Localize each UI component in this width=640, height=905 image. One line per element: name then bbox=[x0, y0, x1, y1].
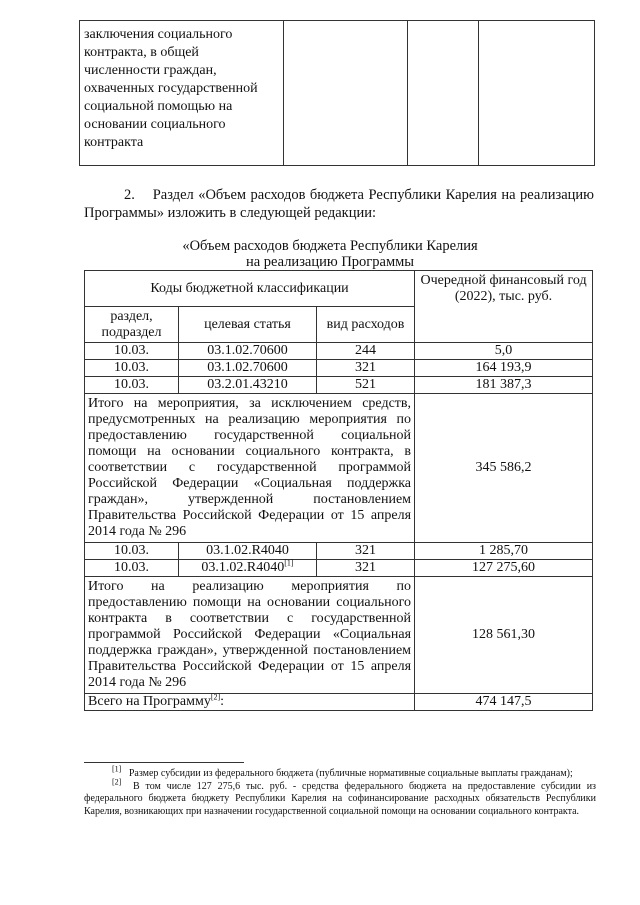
subtotal-b-amount: 128 561,30 bbox=[415, 577, 593, 694]
subtotal-row bbox=[85, 577, 593, 694]
top-table-text-cell bbox=[80, 21, 284, 166]
cell-section: 10.03. bbox=[85, 543, 179, 560]
subtotal-row bbox=[85, 394, 593, 543]
item-text: Раздел «Объем расходов бюджета Республики Карелия на реализацию Программы» изложить в следующей редакции: bbox=[84, 187, 594, 221]
top-table-empty-cell bbox=[479, 21, 595, 166]
cell-section: 10.03. bbox=[85, 360, 179, 377]
total-colon: : bbox=[220, 694, 225, 709]
cell-amount: 164 193,9 bbox=[415, 360, 593, 377]
table-row bbox=[85, 343, 593, 360]
cell-expense: 244 bbox=[317, 343, 415, 360]
table-row bbox=[85, 377, 593, 394]
subtotal-a-amount: 345 586,2 bbox=[415, 394, 593, 543]
header-amount: Очередной финансовый год (2022), тыс. руб. bbox=[415, 271, 593, 343]
header-codes: Коды бюджетной классификации bbox=[85, 271, 415, 307]
budget-table bbox=[84, 270, 593, 711]
footnotes bbox=[84, 764, 597, 818]
table-row bbox=[85, 560, 593, 577]
col-target: целевая статья bbox=[179, 307, 317, 343]
cell-target: 03.1.02.R4040 bbox=[201, 560, 285, 575]
footnote-ref-2[interactable]: [2] bbox=[210, 692, 221, 702]
footnote-mark: [1] bbox=[112, 764, 122, 774]
subtotal-b-text: Итого на реализацию мероприятия по предоставлению помощи на основании социального контракта в соответствии с государственной программой Российской Федерации «Социальная поддержка граждан», утвержденной постановлением Правительства Российской Федерации от 15 апреля 2014 года № 296 bbox=[85, 577, 415, 694]
table-header-row bbox=[85, 271, 593, 307]
cell-expense: 521 bbox=[317, 377, 415, 394]
caption-line-2: на реализацию Программы bbox=[245, 254, 415, 270]
cell-amount: 127 275,60 bbox=[415, 560, 593, 577]
cell-target: 03.1.02.R4040 bbox=[179, 543, 317, 560]
cell-amount: 5,0 bbox=[415, 343, 593, 360]
footnote-text: Размер субсидии из федерального бюджета (публичные нормативные социальные выплаты гражданам); bbox=[128, 768, 573, 779]
total-row bbox=[85, 694, 593, 711]
col-section: раздел, подраздел bbox=[85, 307, 179, 343]
top-table-empty-cell bbox=[284, 21, 408, 166]
cell-expense: 321 bbox=[317, 543, 415, 560]
subtotal-a-text: Итого на мероприятия, за исключением средств, предусмотренных на реализацию мероприятия по предоставлению государственной социальной помощи на основании социального контракта, в соответствии с государственной программой Российской Федерации «Социальная поддержка граждан», утвержденной постановлением Правительства Российской Федерации от 15 апреля 2014 года № 296 bbox=[85, 394, 415, 543]
footnote-text: В том числе 127 275,6 тыс. руб. - средства федерального бюджета на предоставление субсидии из федерального бюджета бюджету Республики Карелия на софинансирование расходных обязательств Республики Карелия, возникающих при назначении государственной социальной помощи на основании социального контракта. bbox=[84, 780, 597, 817]
top-table-empty-cell bbox=[408, 21, 479, 166]
table-row bbox=[85, 360, 593, 377]
item-number: 2. bbox=[124, 187, 135, 203]
cell-expense: 321 bbox=[317, 360, 415, 377]
caption-line-1: «Объем расходов бюджета Республики Карелия bbox=[182, 238, 478, 254]
cell-amount: 181 387,3 bbox=[415, 377, 593, 394]
cell-target: 03.1.02.70600 bbox=[179, 360, 317, 377]
footnote-mark: [2] bbox=[112, 777, 122, 787]
total-label-cell bbox=[85, 694, 415, 711]
table-caption bbox=[100, 238, 560, 270]
cell-amount: 1 285,70 bbox=[415, 543, 593, 560]
cell-expense: 321 bbox=[317, 560, 415, 577]
top-continuation-table bbox=[79, 20, 595, 166]
cell-target: 03.2.01.43210 bbox=[179, 377, 317, 394]
footnote-ref-1[interactable]: [1] bbox=[284, 558, 294, 568]
cell-target: 03.1.02.70600 bbox=[179, 343, 317, 360]
table-row bbox=[85, 543, 593, 560]
cell-section: 10.03. bbox=[85, 560, 179, 577]
item-2-paragraph bbox=[84, 186, 594, 222]
footnote-1 bbox=[84, 764, 596, 781]
total-label: Всего на Программу bbox=[88, 694, 211, 709]
footnote-separator bbox=[84, 762, 244, 763]
cell-target-with-note bbox=[179, 560, 317, 577]
cell-section: 10.03. bbox=[85, 377, 179, 394]
top-table-text: заключения социального контракта, в общей численности граждан, охваченных государственной социальной помощью на основании социального контракта bbox=[84, 27, 258, 150]
col-expense: вид расходов bbox=[317, 307, 415, 343]
cell-section: 10.03. bbox=[85, 343, 179, 360]
footnote-2 bbox=[84, 777, 597, 819]
total-amount: 474 147,5 bbox=[415, 694, 593, 711]
